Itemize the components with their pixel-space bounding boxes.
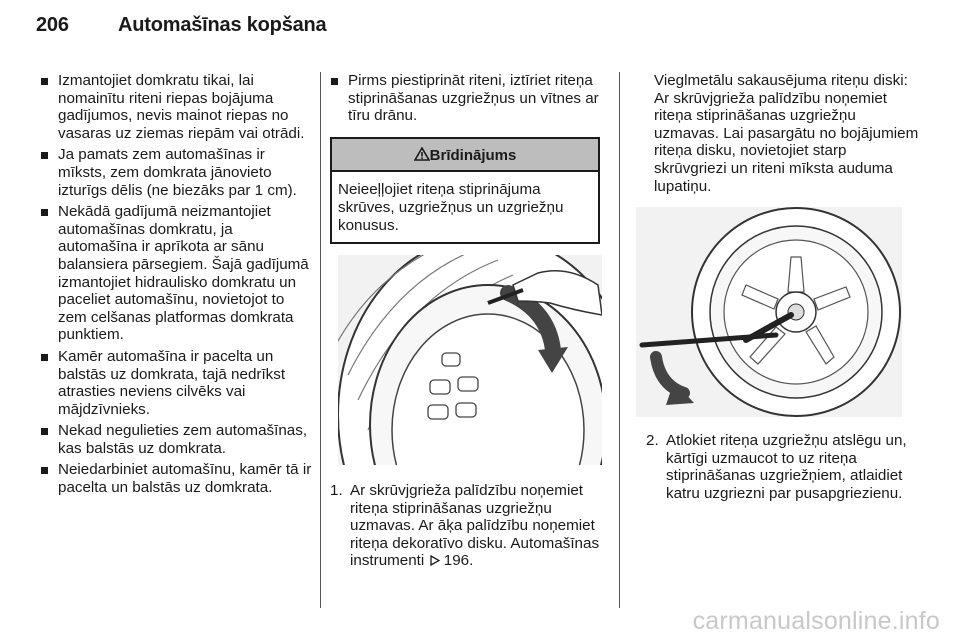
page-header (36, 14, 327, 37)
step-reference-page: 196. (443, 552, 474, 570)
list-item: Kamēr automašīna ir pacelta un balstās uz domkrata, tajā nedrīkst atrasties neviens cilvēks vai mājdzīvnieks. (40, 348, 312, 418)
page-reference-icon (429, 555, 440, 566)
hubcap-removal-illustration (338, 255, 602, 465)
step-text: Ar skrūvjgrieža palīdzību noņemiet riteņa stiprināšanas uzgriežņu uzmavas. Ar āķa palīdzību noņemiet riteņa dekoratīvo disku. Automašīnas instrumenti (350, 482, 600, 570)
list-item: Pirms piestiprināt riteni, iztīriet riteņa stiprināšanas uzgriežņus un vītnes ar tīru drānu. (330, 72, 602, 125)
list-item: Ja pamats zem automašīnas ir mīksts, zem domkrata jānovieto izturīgs dēlis (ne biezāks par 1 cm). (40, 146, 312, 199)
warning-text: Neieeļļojiet riteņa stiprinājuma skrūves, uzgriežņus un uzgriežņu konusus. (338, 181, 564, 234)
warning-header (332, 139, 598, 173)
wheel-wrench-illustration (636, 207, 902, 417)
wheel-nut-wrench-illustration (636, 207, 902, 417)
page-title: Automašīnas kopšana (118, 14, 327, 36)
column-divider (320, 72, 321, 608)
column-middle (330, 72, 602, 244)
list-item: Nekad negulieties zem automašīnas, kas balstās uz domkrata. (40, 422, 312, 457)
page-number: 206 (36, 14, 69, 36)
list-item: Nekādā gadījumā neizmantojiet automašīnas domkratu, ja automašīna ir aprīkota ar sānu balansiera pārsegiem. Šajā gadījumā izmantojiet hidraulisko domkratu un paceliet automašīnu, novietojot to zem celšanas platformas domkrata punktiem. (40, 203, 312, 344)
list-item: Neiedarbiniet automašīnu, kamēr tā ir pacelta un balstās uz domkrata. (40, 461, 312, 496)
warning-box (330, 137, 600, 244)
column-right (620, 72, 920, 195)
numbered-step (330, 482, 602, 570)
wheel-hook-illustration (338, 255, 602, 465)
list-item: Izmantojiet domkratu tikai, lai nomainītu riteni riepas bojājuma gadījumos, nevis mainot riepas no vasaras uz ziemas riepām vai otrādi. (40, 72, 312, 142)
numbered-step (646, 432, 920, 502)
step-2 (620, 432, 920, 502)
step-number: 1. (330, 482, 343, 499)
alloy-wheel-note: Vieglmetālu sakausējuma riteņu diski: Ar skrūvjgrieža palīdzību noņemiet riteņa stiprināšanas uzgriežņu uzmavas. Lai pasargātu no bojājumiem riteņa disku, novietojiet starp skrūvgriezi un riteni mīksta auduma lupatiņu. (654, 72, 919, 195)
warning-title: Brīdinājums (429, 146, 517, 164)
step-number: 2. (646, 432, 659, 449)
watermark: carmanualsonline.info (692, 607, 940, 635)
step-1 (330, 482, 602, 570)
warning-triangle-icon (414, 147, 430, 161)
step-text: Atlokiet riteņa uzgriežņu atslēgu un, kārtīgi uzmaucot to uz riteņa stiprināšanas uzgriežņiem, atlaidiet katru uzgriezni par pusapgriezienu. (666, 432, 907, 502)
column-left (40, 72, 312, 501)
